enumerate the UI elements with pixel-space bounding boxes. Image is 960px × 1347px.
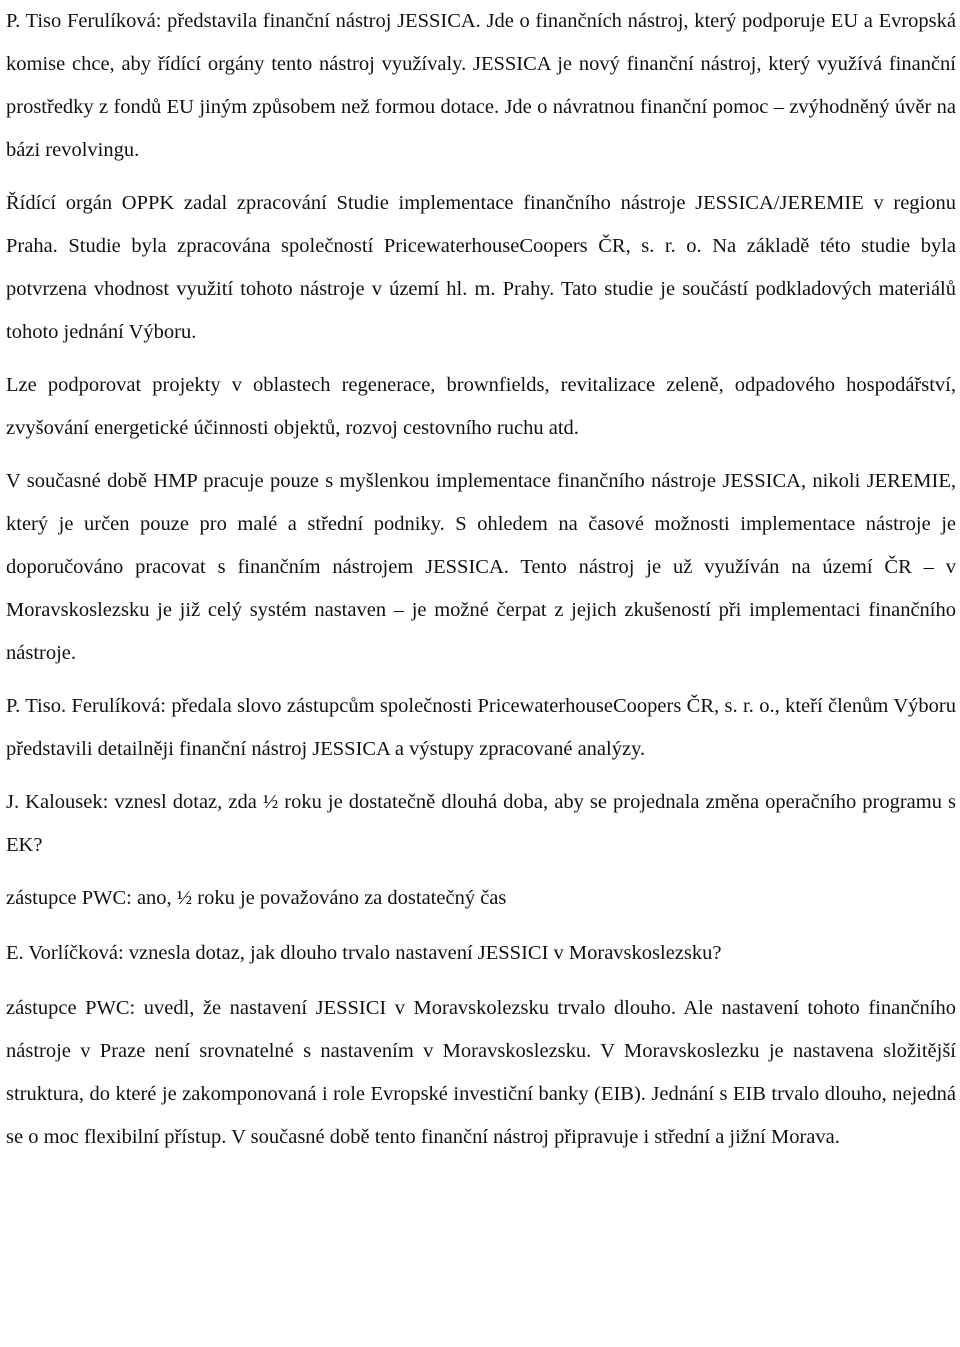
paragraph-pwc-answer-1: zástupce PWC: ano, ½ roku je považováno za dostatečný čas <box>6 887 507 909</box>
paragraph-jessica-intro: P. Tiso Ferulíková: představila finanční nástroj JESSICA. Jde o finančních nástroj, který podporuje EU a Evropská komise chce, aby řídící orgány tento nástroj využívaly. JESSICA je nový finanční nástroj, který využívá finanční prostředky z fondů EU jiným způsobem než formou dotace. Jde o návratnou finanční pomoc – zvýhodněný úvěr na bázi revolvingu. <box>6 10 956 161</box>
paragraph-kalousek-question: J. Kalousek: vznesl dotaz, zda ½ roku je dostatečně dlouhá doba, aby se projednala změna operačního programu s EK? <box>6 791 956 856</box>
paragraph-vorlickova-question: E. Vorlíčková: vznesla dotaz, jak dlouho trvalo nastavení JESSICI v Moravskoslezsku? <box>6 942 722 964</box>
paragraph-project-areas: Lze podporovat projekty v oblastech regenerace, brownfields, revitalizace zeleně, odpadového hospodářství, zvyšování energetické účinnosti objektů, rozvoj cestovního ruchu atd. <box>6 374 956 439</box>
document-page <box>6 0 956 1169</box>
paragraph-pwc-presentation: P. Tiso. Ferulíková: předala slovo zástupcům společnosti PricewaterhouseCoopers ČR, s. r. o., kteří členům Výboru představili detailněji finanční nástroj JESSICA a výstupy zpracované analýzy. <box>6 695 956 760</box>
paragraph-pwc-answer-2: zástupce PWC: uvedl, že nastavení JESSICI v Moravskolezsku trvalo dlouho. Ale nastavení tohoto finančního nástroje v Praze není srovnatelné s nastavením v Moravskoslezsku. V Moravskoslezku je nastavena složitější struktura, do které je zakomponovaná i role Evropské investiční banky (EIB). Jednání s EIB trvalo dlouho, nejedná se o moc flexibilní přístup. V současné době tento finanční nástroj připravuje i střední a jižní Morava. <box>6 997 956 1148</box>
paragraph-current-status: V současné době HMP pracuje pouze s myšlenkou implementace finančního nástroje JESSICA, nikoli JEREMIE, který je určen pouze pro malé a střední podniky. S ohledem na časové možnosti implementace nástroje je doporučováno pracovat s finančním nástrojem JESSICA. Tento nástroj je už využíván na území ČR – v Moravskoslezsku je již celý systém nastaven – je možné čerpat z jejich zkušeností při implementaci finančního nástroje. <box>6 470 956 664</box>
paragraph-study: Řídící orgán OPPK zadal zpracování Studie implementace finančního nástroje JESSICA/JEREMIE v regionu Praha. Studie byla zpracována společností PricewaterhouseCoopers ČR, s. r. o. Na základě této studie byla potvrzena vhodnost využití tohoto nástroje v území hl. m. Prahy. Tato studie je součástí podkladových materiálů tohoto jednání Výboru. <box>6 192 956 343</box>
